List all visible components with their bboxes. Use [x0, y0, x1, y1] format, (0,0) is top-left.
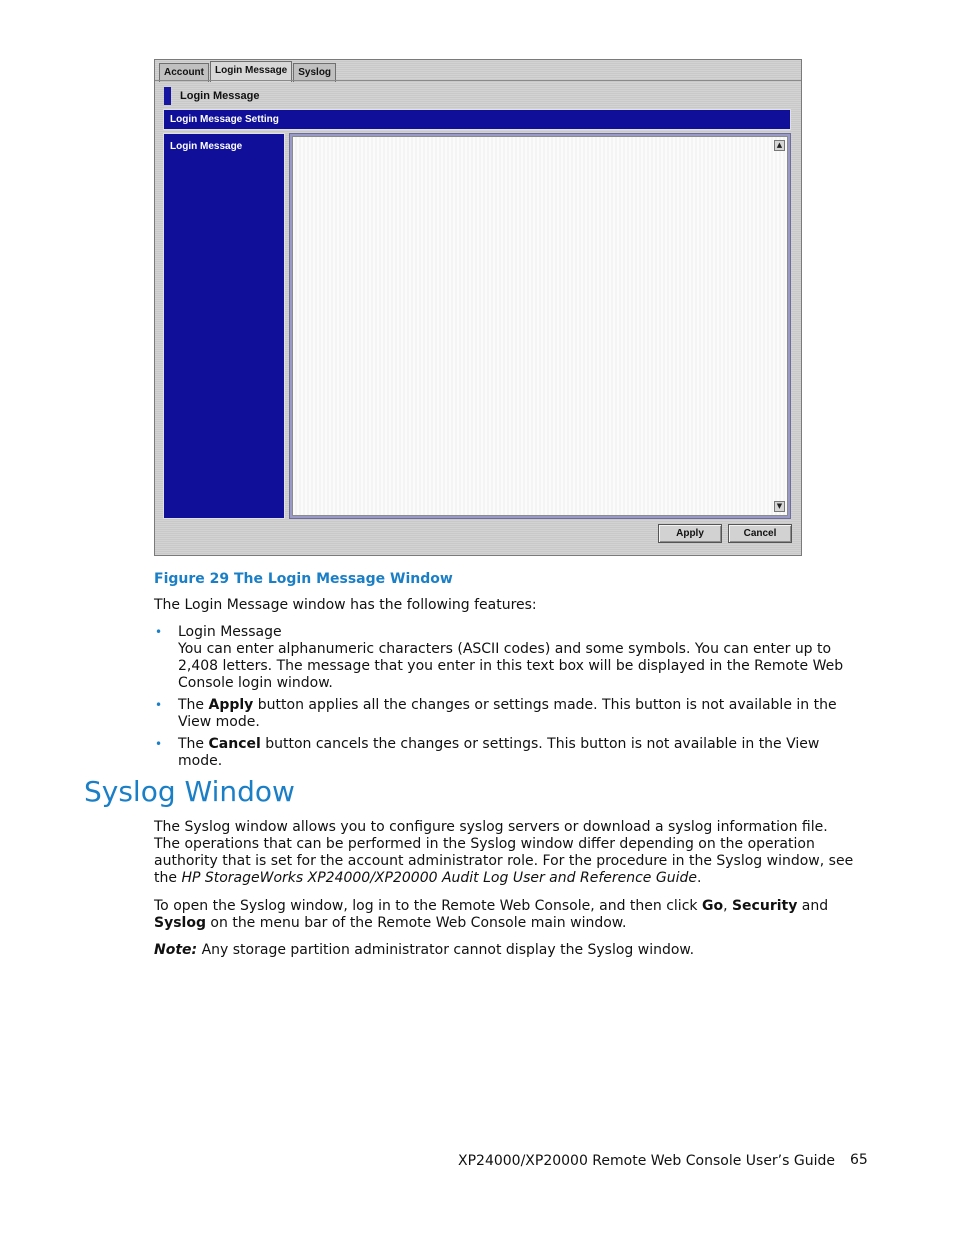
bullet-icon: • [155, 625, 163, 639]
login-message-setting-bar: Login Message Setting [163, 109, 791, 130]
list-item [154, 736, 854, 770]
heading-marker-icon [164, 87, 171, 105]
bullet-icon: • [155, 737, 163, 751]
paragraph-text: The Syslog window allows you to configure syslog servers or download a syslog information file. The operations that can be performed in the Syslog window differ depending on the operation authority that is set for the account administrator role. For the procedure in the Syslog window, see the [154, 819, 854, 886]
menu-security: Security [731, 898, 798, 914]
bullet-text-post: button cancels the changes or settings. This button is not available in the View mode. [178, 736, 820, 769]
bullet-bold-term: Cancel [208, 736, 261, 752]
paragraph-text: and [797, 898, 829, 914]
tab-login-message[interactable]: Login Message [210, 61, 292, 82]
feature-list [154, 624, 854, 775]
section-title: Syslog Window [84, 775, 295, 808]
login-message-textbox-frame [289, 133, 791, 519]
menu-syslog: Syslog [154, 915, 206, 931]
scroll-down-icon[interactable]: ▼ [774, 501, 785, 512]
panel-heading [164, 87, 259, 105]
bullet-title: Login Message [178, 624, 282, 640]
tab-bar [159, 63, 337, 81]
syslog-description-paragraph [154, 819, 854, 887]
panel-heading-text: Login Message [180, 90, 260, 102]
tab-strip-divider [155, 80, 801, 81]
paragraph-text: , [723, 898, 732, 914]
bullet-bold-term: Apply [208, 697, 254, 713]
bullet-icon: • [155, 698, 163, 712]
paragraph-text: on the menu bar of the Remote Web Console main window. [205, 915, 627, 931]
list-item [154, 697, 854, 731]
footer-guide-title: XP24000/XP20000 Remote Web Console User’s Guide [458, 1153, 835, 1169]
login-message-window-screenshot [154, 59, 802, 556]
cancel-button[interactable]: Cancel [728, 524, 792, 543]
bullet-text-pre: The [178, 697, 209, 713]
menu-go: Go [701, 898, 724, 914]
login-message-field-label [163, 133, 285, 519]
apply-button[interactable]: Apply [658, 524, 722, 543]
note-label: Note: [154, 942, 198, 958]
bullet-text-post: button applies all the changes or settings made. This button is not available in the View mode. [178, 697, 837, 730]
bullet-body: You can enter alphanumeric characters (ASCII codes) and some symbols. You can enter up to 2,408 letters. The message that you enter in this text box will be displayed in the Remote Web Console login window. [178, 641, 844, 691]
bullet-text-pre: The [178, 736, 209, 752]
intro-paragraph: The Login Message window has the following features: [154, 597, 537, 613]
tab-syslog[interactable]: Syslog [293, 63, 336, 82]
scroll-up-icon[interactable]: ▲ [774, 140, 785, 151]
field-label-text: Login Message [170, 141, 243, 152]
list-item [154, 624, 854, 692]
paragraph-end: . [696, 870, 702, 886]
login-message-textbox[interactable] [292, 136, 788, 516]
note-paragraph [154, 942, 854, 959]
paragraph-text: To open the Syslog window, log in to the Remote Web Console, and then click [154, 898, 702, 914]
figure-caption: Figure 29 The Login Message Window [154, 571, 453, 587]
syslog-open-paragraph [154, 898, 854, 932]
guide-reference: HP StorageWorks XP24000/XP20000 Audit Log User and Reference Guide [181, 870, 697, 886]
page-number: 65 [850, 1152, 868, 1168]
note-text: Any storage partition administrator cannot display the Syslog window. [197, 942, 695, 958]
tab-account[interactable]: Account [159, 63, 209, 82]
